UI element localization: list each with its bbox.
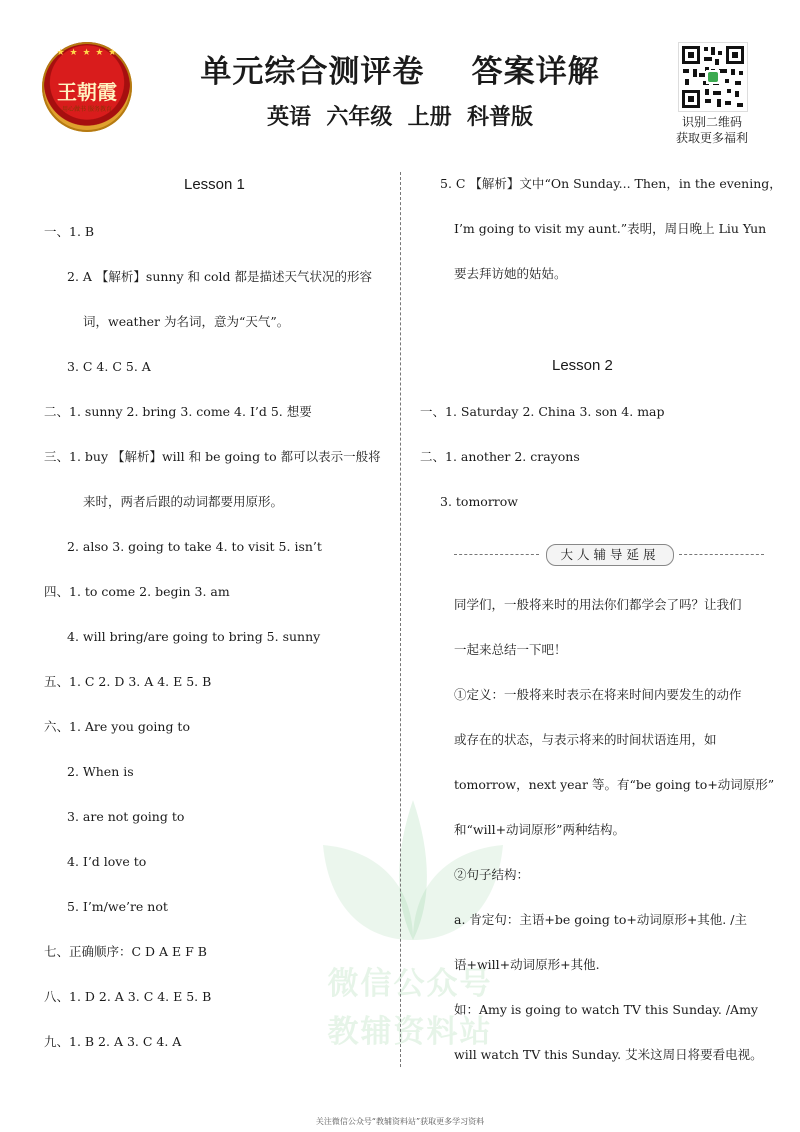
answer-line: 七、正确顺序：C D A E F B [44, 944, 207, 959]
extension-line: 语+will+动词原形+其他. [454, 957, 600, 972]
answer-line: 4. will bring/are going to bring 5. sunny [67, 629, 321, 644]
lesson-title: Lesson 2 [552, 357, 613, 374]
qr-caption-line: 识别二维码 [681, 115, 742, 129]
answer-line: 词，weather 为名词，意为“天气”。 [83, 314, 290, 329]
answer-line: 要去拜访她的姑姑。 [454, 266, 567, 281]
extension-line: 和“will+动词原形”两种结构。 [454, 822, 625, 837]
page-footer: 关注微信公众号“教辅资料站”获取更多学习资料 [315, 1117, 485, 1126]
extension-line: tomorrow，next year 等。有“be going to+动词原形” [454, 777, 775, 792]
watermark-text: 教辅资料站 [327, 1014, 493, 1050]
answer-line: 4. I’d love to [67, 854, 147, 869]
answer-line: 5. C 【解析】文中“On Sunday... Then，in the evening， [440, 176, 782, 191]
answer-line: 五、1. C 2. D 3. A 4. E 5. B [44, 674, 212, 689]
extension-line: 如：Amy is going to watch TV this Sunday. /Amy [454, 1002, 758, 1017]
answer-line: 3. tomorrow [440, 494, 519, 509]
answer-line: 六、1. Are you going to [44, 719, 190, 734]
answer-line: 八、1. D 2. A 3. C 4. E 5. B [44, 989, 212, 1004]
extension-line: ①定义：一般将来时表示在将来时间内要发生的动作 [454, 687, 742, 702]
extension-section-header [454, 544, 764, 566]
qr-caption-line: 获取更多福利 [675, 131, 748, 145]
answer-line: 二、1. sunny 2. bring 3. come 4. I’d 5. 想要 [44, 404, 312, 419]
answer-line: 2. also 3. going to take 4. to visit 5. isn’t [67, 539, 322, 554]
answer-line: 三、1. buy 【解析】will 和 be going to 都可以表示一般将 [44, 449, 381, 464]
answer-line: 来时，两者后跟的动词都要用原形。 [83, 494, 284, 509]
logo-motto: 用心做书 服务教育 [62, 106, 112, 113]
qr-caption [660, 114, 764, 146]
answer-line: 5. I’m/we’re not [67, 899, 168, 914]
answer-line: 九、1. B 2. A 3. C 4. A [44, 1034, 182, 1049]
extension-line: 或存在的状态，与表示将来的时间状语连用，如 [454, 732, 717, 747]
watermark-text: 微信公众号 [327, 966, 493, 1002]
dashed-rule [679, 554, 764, 555]
lesson-title: Lesson 1 [184, 176, 245, 193]
extension-line: a. 肯定句：主语+be going to+动词原形+其他. /主 [454, 912, 747, 927]
answer-line: I’m going to visit my aunt.”表明，周日晚上 Liu Yun [454, 221, 767, 236]
extension-line: 一起来总结一下吧！ [454, 642, 567, 657]
answer-line: 一、1. Saturday 2. China 3. son 4. map [420, 404, 665, 419]
star-icons: ★ ★ ★ ★ ★ [56, 48, 118, 58]
publisher-logo [42, 42, 132, 132]
answer-line: 二、1. another 2. crayons [420, 449, 580, 464]
logo-brand-text: 王朝霞 [57, 80, 117, 104]
dashed-rule [454, 554, 539, 555]
extension-line: will watch TV this Sunday. 艾米这周日将要看电视。 [454, 1047, 763, 1062]
page-title: 单元综合测评卷 答案详解 [200, 54, 600, 90]
column-divider [400, 172, 401, 1067]
qr-code-icon [678, 42, 748, 112]
answer-line: 2. A 【解析】sunny 和 cold 都是描述天气状况的形容 [67, 269, 372, 284]
answer-line: 四、1. to come 2. begin 3. am [44, 584, 230, 599]
answer-line: 3. C 4. C 5. A [67, 359, 151, 374]
page-subtitle: 英语 六年级 上册 科普版 [267, 105, 533, 130]
answer-line: 2. When is [67, 764, 134, 779]
answer-line: 一、1. B [44, 224, 95, 239]
answer-line: 3. are not going to [67, 809, 185, 824]
extension-line: 同学们，一般将来时的用法你们都学会了吗？让我们 [454, 597, 742, 612]
extension-title: 大人辅导延展 [546, 544, 674, 566]
extension-line: ②句子结构： [454, 867, 530, 882]
